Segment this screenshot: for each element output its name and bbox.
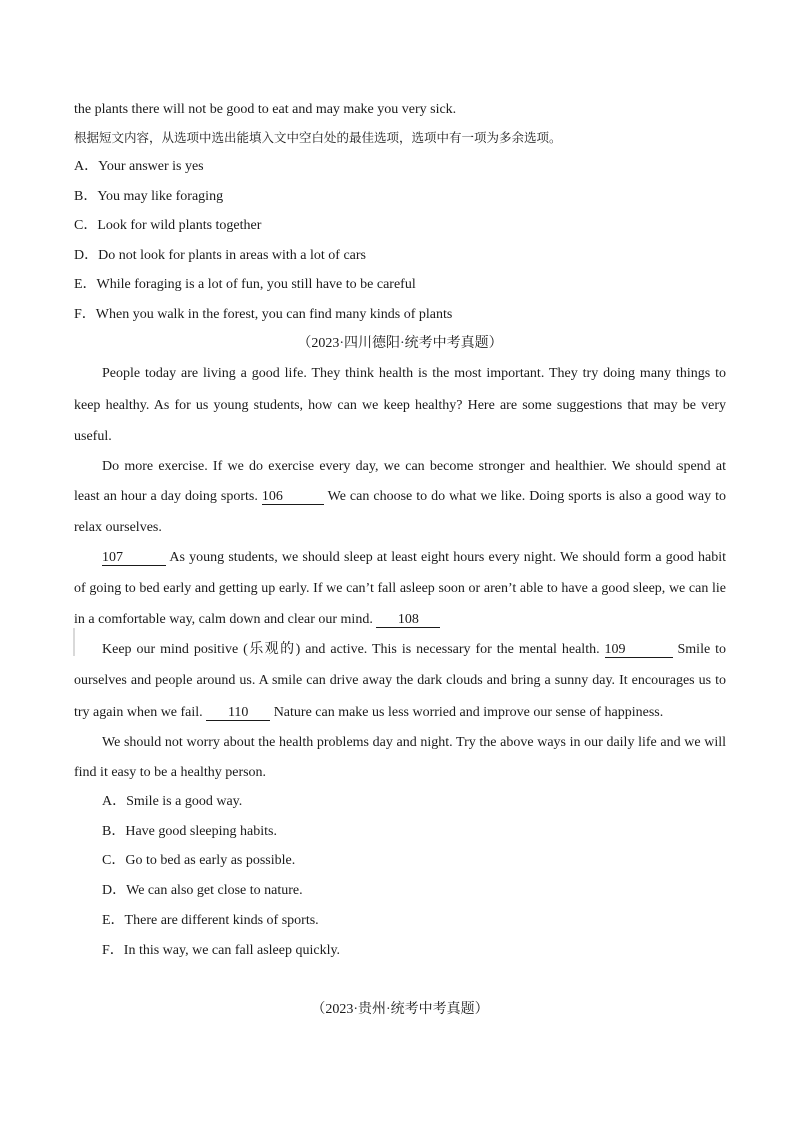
paragraph-2-line-1: Do more exercise. If we do exercise every day, we can become stronger and healthier. We should spend at	[102, 459, 726, 474]
paragraph-1-line-1: People today are living a good life. They think health is the most important. They try doing many things to	[102, 366, 726, 381]
paragraph-4-line-3	[74, 704, 663, 722]
answer-blank-107: 107	[102, 550, 166, 566]
answer-option-e: E．There are different kinds of sports.	[102, 913, 319, 928]
answer-option-b: B．Have good sleeping habits.	[102, 824, 277, 839]
text-segment: Nature can make us less worried and improve our sense of happiness.	[270, 705, 664, 720]
paragraph-1-line-3: useful.	[74, 429, 112, 444]
task-instruction: 根据短文内容，从选项中选出能填入文中空白处的最佳选项，选项中有一项为多余选项。	[74, 130, 562, 145]
option-e: E．While foraging is a lot of fun, you still have to be careful	[74, 277, 416, 292]
paragraph-5-line-1: We should not worry about the health problems day and night. Try the above ways in our daily life and we will	[102, 735, 726, 750]
paragraph-3-line-1	[102, 549, 726, 567]
option-c: C．Look for wild plants together	[74, 218, 262, 233]
option-b: B．You may like foraging	[74, 189, 224, 204]
paragraph-2-line-3: relax ourselves.	[74, 520, 162, 535]
answer-blank-110: 110	[206, 705, 270, 721]
option-f: F．When you walk in the forest, you can find many kinds of plants	[74, 307, 453, 322]
option-a: A．Your answer is yes	[74, 159, 204, 174]
answer-option-c: C．Go to bed as early as possible.	[102, 853, 296, 868]
text-segment: We can choose to do what we like. Doing sports is also a good way to	[323, 489, 727, 504]
source-label-1: （2023·四川德阳·统考中考真题）	[297, 336, 503, 351]
source-label-2: （2023·贵州·统考中考真题）	[311, 1002, 489, 1017]
answer-option-f: F．In this way, we can fall asleep quickly.	[102, 943, 341, 958]
paragraph-3-line-3	[74, 611, 440, 629]
text-segment: Keep our mind positive (乐观的) and active. This is necessary for the mental health.	[102, 642, 605, 657]
answer-option-a: A．Smile is a good way.	[102, 794, 243, 809]
answer-blank-106: 106	[262, 489, 324, 505]
text-segment: try again when we fail.	[74, 705, 207, 720]
option-d: D．Do not look for plants in areas with a lot of cars	[74, 248, 366, 263]
text-segment: least an hour a day doing sports.	[74, 489, 262, 504]
paragraph-4-line-1	[102, 641, 726, 659]
paragraph-4-line-2: ourselves and people around us. A smile can drive away the dark clouds and bring a sunny day. It encourages us to	[74, 673, 726, 688]
paragraph-1-line-2: keep healthy. As for us young students, how can we keep healthy? Here are some suggestions that may be very	[74, 398, 726, 413]
text-segment: As young students, we should sleep at least eight hours every night. We should form a good habit	[166, 550, 726, 565]
text-segment: in a comfortable way, calm down and clear our mind.	[74, 612, 377, 627]
paragraph-3-line-2: of going to bed early and getting up early. If we can’t fall asleep soon or aren’t able to have a good sleep, we can lie	[74, 581, 726, 596]
answer-blank-109: 109	[605, 642, 673, 658]
paragraph-5-line-2: find it easy to be a healthy person.	[74, 765, 267, 780]
text-segment: Smile to	[672, 642, 727, 657]
paragraph-2-line-2	[74, 488, 726, 506]
margin-mark	[73, 628, 75, 656]
answer-option-d: D．We can also get close to nature.	[102, 883, 303, 898]
passage-continuation: the plants there will not be good to eat and may make you very sick.	[74, 102, 457, 117]
answer-blank-108: 108	[376, 612, 440, 628]
